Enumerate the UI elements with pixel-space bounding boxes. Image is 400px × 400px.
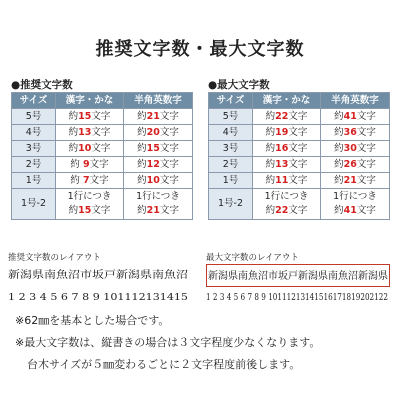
size-cell: 5号 xyxy=(12,109,56,125)
alnum-count-cell: 約21文字 xyxy=(321,173,390,189)
column-header-size: サイズ xyxy=(12,93,56,109)
maximum-layout-section xyxy=(206,252,392,302)
column-header-alnum: 半角英数字 xyxy=(124,93,193,109)
size-cell: 3号 xyxy=(209,141,253,157)
recommended-layout-heading: 推奨文字数のレイアウト xyxy=(8,253,101,263)
kanji-count-cell: 1行につき 約15文字 xyxy=(56,189,124,220)
size-cell: 4号 xyxy=(12,125,56,141)
table-row xyxy=(12,157,193,173)
size-cell: 2号 xyxy=(12,157,56,173)
kanji-count-cell: 約16文字 xyxy=(253,141,321,157)
column-header-kanji: 漢字・かな xyxy=(253,93,321,109)
alnum-count-cell: 1行につき 約21文字 xyxy=(124,189,193,220)
maximum-digit-row xyxy=(206,287,392,302)
maximum-table-section xyxy=(208,78,389,220)
table-row xyxy=(12,173,193,189)
recommended-digit-row xyxy=(8,287,192,302)
kanji-count-cell: 約13文字 xyxy=(56,125,124,141)
size-cell: 1号 xyxy=(12,173,56,189)
alnum-count-cell: 約21文字 xyxy=(124,109,193,125)
maximum-sample-frame xyxy=(206,264,390,287)
table-row xyxy=(209,141,390,157)
table-row xyxy=(209,173,390,189)
size-cell: 5号 xyxy=(209,109,253,125)
maximum-heading: ●最大文字数 xyxy=(208,79,270,91)
recommended-heading: ●推奨文字数 xyxy=(11,79,73,91)
table-header-row xyxy=(209,93,390,109)
note-line: ※最大文字数は、縦書きの場合は３文字程度少なくなります。 xyxy=(15,336,321,349)
recommended-table-section xyxy=(11,78,192,220)
recommended-table xyxy=(11,92,193,220)
alnum-count-cell: 約20文字 xyxy=(124,125,193,141)
table-row-special xyxy=(12,189,193,220)
note-line: 台木サイズが５㎜変わるごとに２文字程度前後します。 xyxy=(27,358,301,371)
maximum-layout-heading: 最大文字数のレイアウト xyxy=(206,253,299,263)
maximum-sample-row xyxy=(206,264,392,282)
maximum-sample-text: 新潟県南魚沼市坂戸新潟県南魚沼新潟県 xyxy=(208,271,388,282)
kanji-count-cell: 約 9文字 xyxy=(56,157,124,173)
page-title: 推奨文字数・最大文字数 xyxy=(95,39,305,60)
kanji-count-cell: 約19文字 xyxy=(253,125,321,141)
size-cell: 1号-2 xyxy=(12,189,56,220)
kanji-count-cell: 1行につき 約22文字 xyxy=(253,189,321,220)
size-cell: 1号 xyxy=(209,173,253,189)
alnum-count-cell: 約30文字 xyxy=(321,141,390,157)
size-cell: 3号 xyxy=(12,141,56,157)
alnum-count-cell: 約41文字 xyxy=(321,109,390,125)
recommended-sample-row xyxy=(8,264,192,282)
notes-section xyxy=(15,310,390,376)
table-row xyxy=(209,157,390,173)
alnum-count-cell: 約36文字 xyxy=(321,125,390,141)
maximum-digit-ruler: 1 2 3 4 5 6 7 8 9 10111213141516171819202122 xyxy=(206,293,388,303)
alnum-count-cell: 約10文字 xyxy=(124,173,193,189)
table-row xyxy=(12,109,193,125)
column-header-kanji: 漢字・かな xyxy=(56,93,124,109)
recommended-layout-section xyxy=(8,252,192,302)
table-row xyxy=(12,125,193,141)
kanji-count-cell: 約22文字 xyxy=(253,109,321,125)
column-header-alnum: 半角英数字 xyxy=(321,93,390,109)
size-cell: 4号 xyxy=(209,125,253,141)
alnum-count-cell: 1行につき 約41文字 xyxy=(321,189,390,220)
table-row-special xyxy=(209,189,390,220)
size-cell: 1号-2 xyxy=(209,189,253,220)
alnum-count-cell: 約15文字 xyxy=(124,141,193,157)
table-header-row xyxy=(12,93,193,109)
alnum-count-cell: 約26文字 xyxy=(321,157,390,173)
column-header-size: サイズ xyxy=(209,93,253,109)
table-row xyxy=(12,141,193,157)
recommended-sample-text: 新潟県南魚沼市坂戸新潟県南魚沼 xyxy=(8,270,188,281)
size-cell: 2号 xyxy=(209,157,253,173)
recommended-digit-ruler: 1 2 3 4 5 6 7 8 9 101112131415 xyxy=(8,293,188,303)
alnum-count-cell: 約12文字 xyxy=(124,157,193,173)
maximum-table xyxy=(208,92,390,220)
table-row xyxy=(209,109,390,125)
table-row xyxy=(209,125,390,141)
kanji-count-cell: 約10文字 xyxy=(56,141,124,157)
note-line: ※62㎜を基本とした場合です。 xyxy=(15,314,170,327)
kanji-count-cell: 約11文字 xyxy=(253,173,321,189)
kanji-count-cell: 約13文字 xyxy=(253,157,321,173)
kanji-count-cell: 約15文字 xyxy=(56,109,124,125)
kanji-count-cell: 約 7文字 xyxy=(56,173,124,189)
